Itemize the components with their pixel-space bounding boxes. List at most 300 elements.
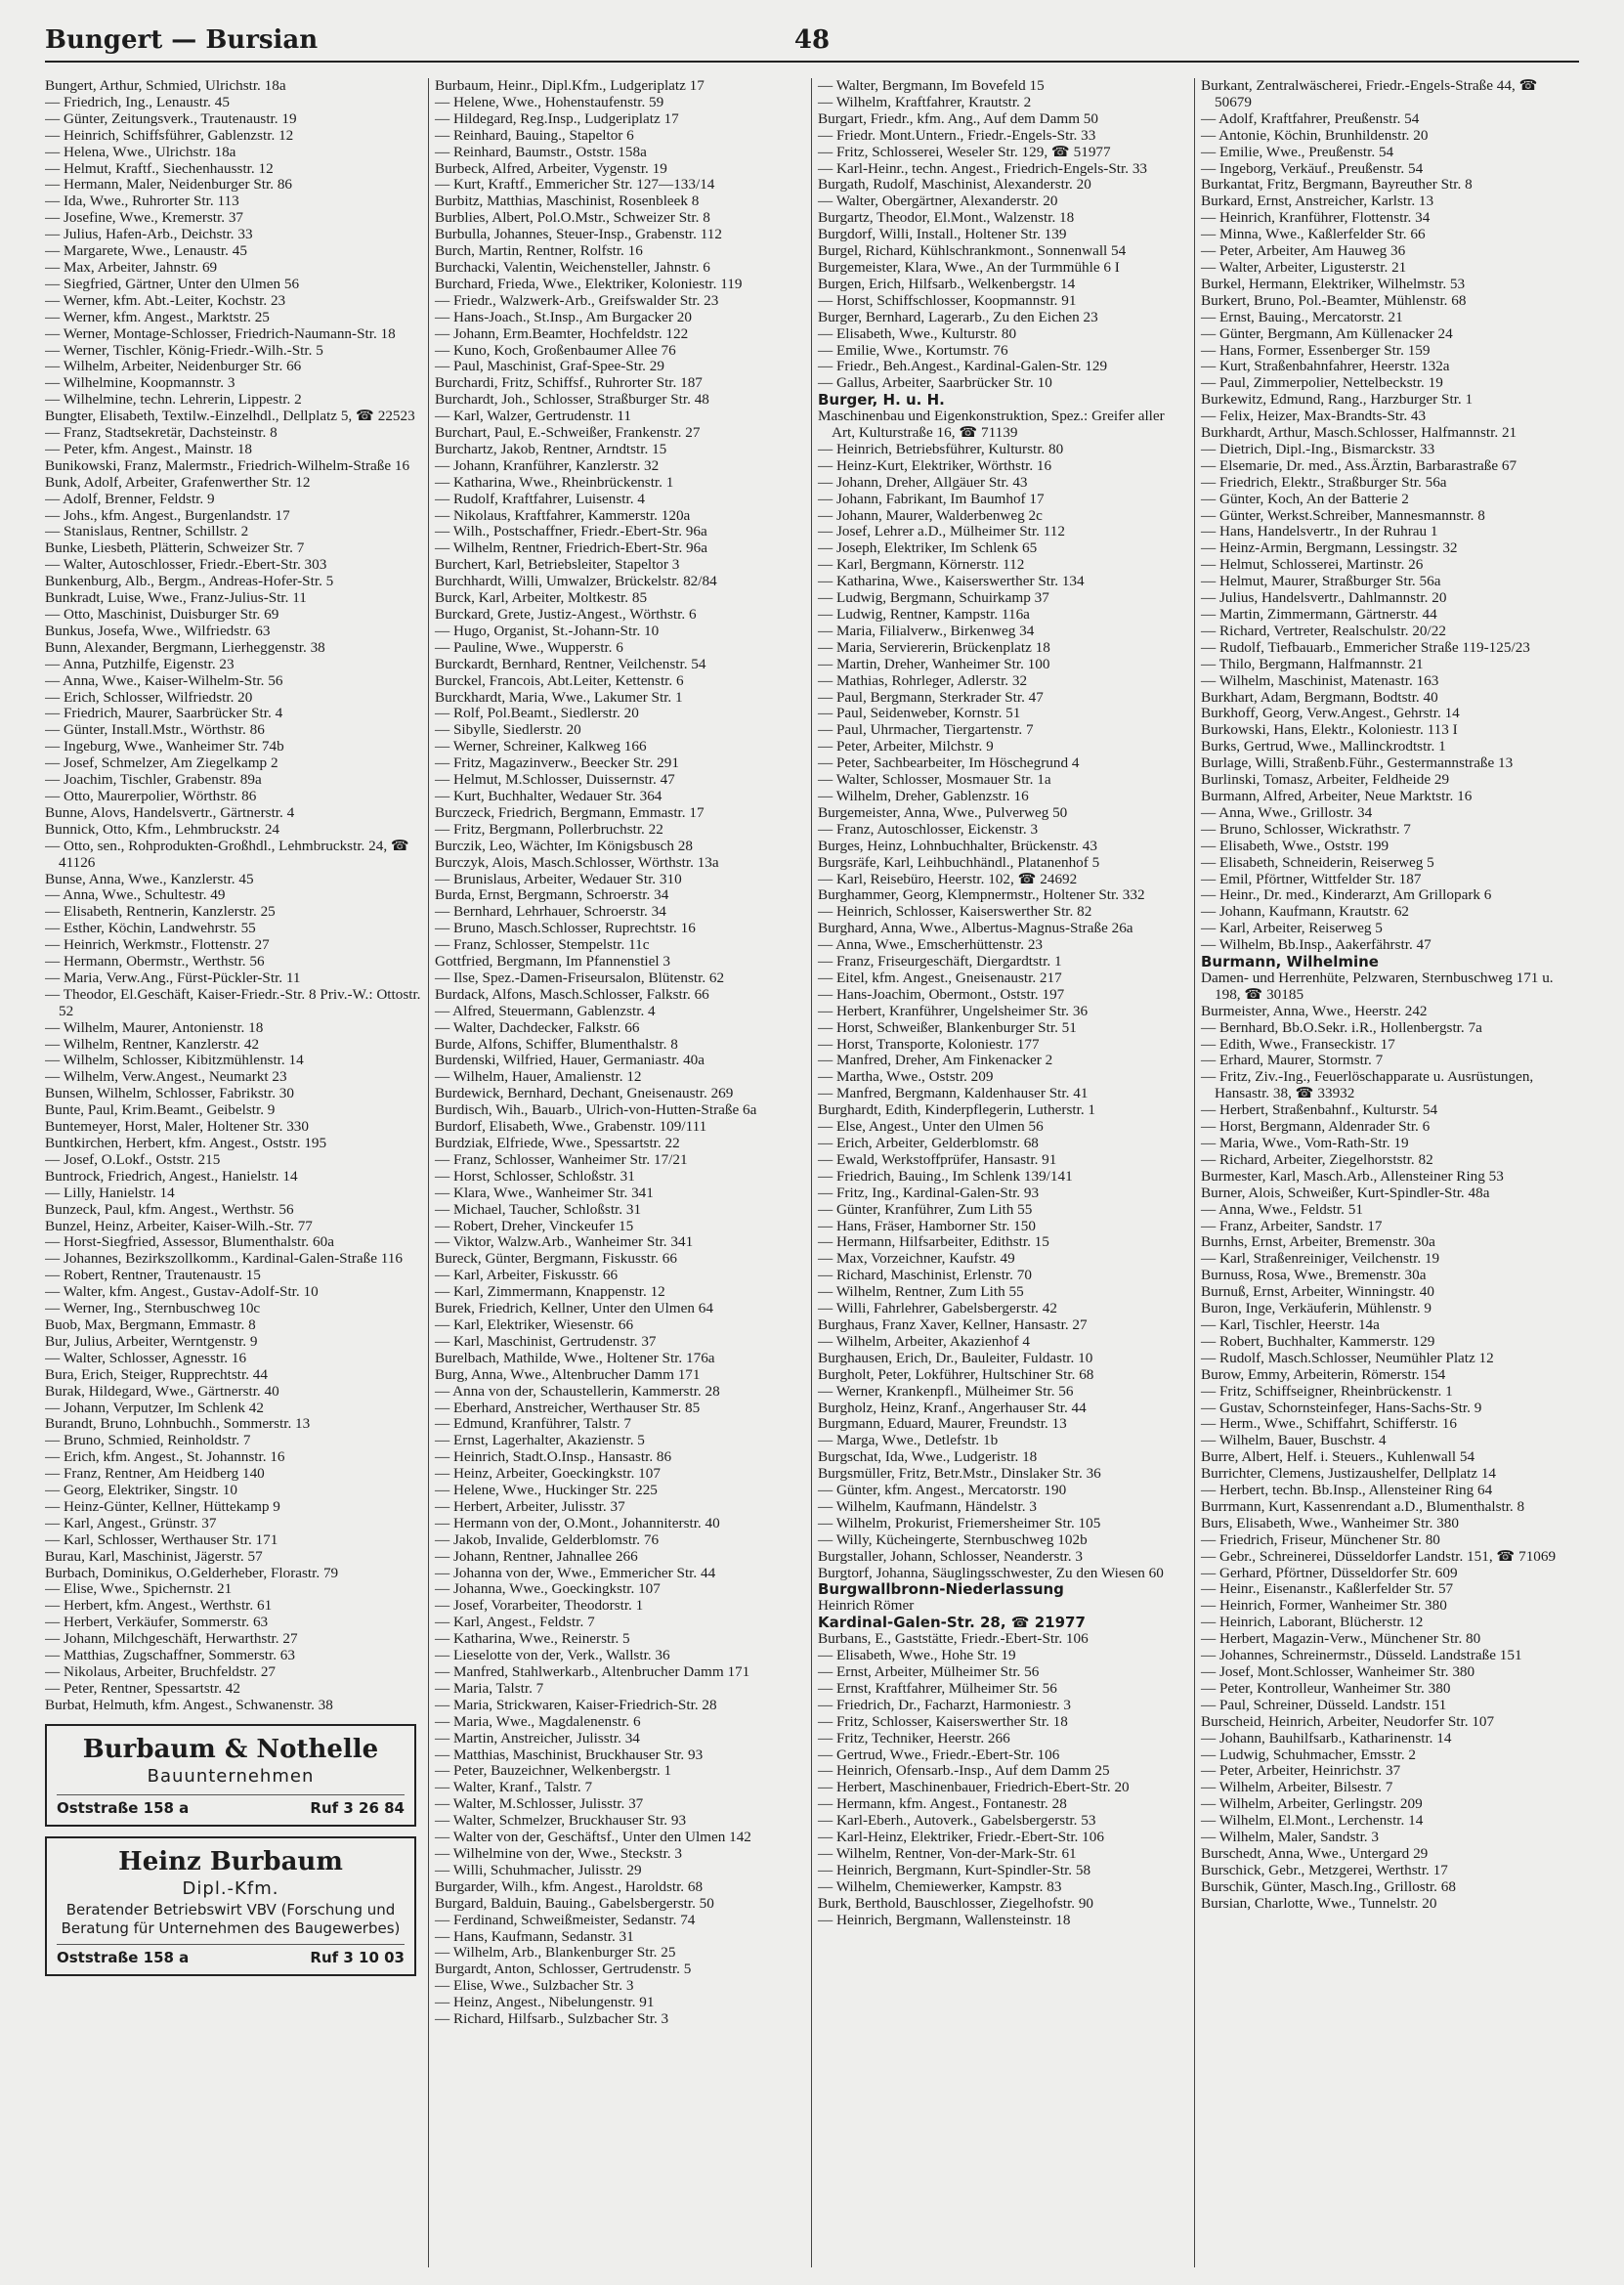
directory-entry: — Fritz, Ing., Kardinal-Galen-Str. 93	[818, 1184, 1040, 1201]
directory-entry: — Jakob, Invalide, Gelderblomstr. 76	[435, 1531, 660, 1548]
directory-entry: — Wilhelm, Rentner, Kanzlerstr. 42	[45, 1035, 260, 1053]
directory-entry: — Richard, Vertreter, Realschulstr. 20/22	[1201, 622, 1446, 639]
directory-entry: — Edith, Wwe., Franseckistr. 17	[1201, 1035, 1395, 1053]
directory-entry: — Hermann, Hilfsarbeiter, Edithstr. 15	[818, 1233, 1049, 1251]
directory-entry: Burelbach, Mathilde, Wwe., Holtener Str. 176a	[435, 1349, 715, 1366]
directory-entry: — Heinrich, Kranführer, Flottenstr. 34	[1201, 209, 1431, 227]
directory-entry: Bunnick, Otto, Kfm., Lehmbruckstr. 24	[45, 820, 280, 838]
directory-entry: — Wilhelm, Arbeiter, Bilsestr. 7	[1201, 1779, 1393, 1796]
directory-entry: — Else, Angest., Unter den Ulmen 56	[818, 1118, 1044, 1136]
directory-entry: — Edmund, Kranführer, Talstr. 7	[435, 1415, 631, 1433]
directory-entry: — Julius, Handelsvertr., Dahlmannstr. 20	[1201, 589, 1447, 607]
advertisement-heinz-burbaum	[45, 1836, 416, 1976]
directory-entry: Burdisch, Wih., Bauarb., Ulrich-von-Hutten-Straße 6a	[435, 1101, 757, 1119]
directory-entry: Burczeck, Friedrich, Bergmann, Emmastr. 17	[435, 803, 705, 821]
directory-entry: — Paul, Zimmerpolier, Nettelbeckstr. 19	[1201, 374, 1443, 392]
directory-entry: Burghardt, Edith, Kinderpflegerin, Lutherstr. 1	[818, 1101, 1096, 1119]
directory-entry: — Johann, Erm.Beamter, Hochfeldstr. 122	[435, 324, 689, 342]
directory-column-4	[1194, 78, 1577, 2267]
directory-entry: Burger, H. u. H.	[818, 391, 945, 410]
directory-entry: — Adolf, Brenner, Feldstr. 9	[45, 490, 215, 507]
directory-entry: — Heinrich, Bergmann, Wallensteinstr. 18	[818, 1911, 1071, 1928]
directory-entry: — Josef, O.Lokf., Oststr. 215	[45, 1150, 221, 1168]
directory-entry: Burchert, Karl, Betriebsleiter, Stapeltor 3	[435, 556, 680, 574]
directory-entry: Burghammer, Georg, Klempnermstr., Holtener Str. 332	[818, 886, 1145, 904]
directory-entry: — Karl, Reisebüro, Heerstr. 102, ☎ 24692	[818, 870, 1078, 887]
directory-entry: Burbulla, Johannes, Steuer-Insp., Grabenstr. 112	[435, 226, 722, 243]
directory-entry: — Heinrich, Laborant, Blücherstr. 12	[1201, 1614, 1424, 1631]
directory-entry: — Hugo, Organist, St.-Johann-Str. 10	[435, 622, 660, 639]
directory-entry: Burkant, Zentralwäscherei, Friedr.-Engels-Straße 44, ☎ 50679	[1201, 78, 1538, 110]
directory-entry: — Maria, Wwe., Vom-Rath-Str. 19	[1201, 1135, 1409, 1151]
directory-entry: Burger, Bernhard, Lagerarb., Zu den Eichen 23	[818, 308, 1098, 325]
directory-entry: — Richard, Hilfsarb., Sulzbacher Str. 3	[435, 2010, 669, 2028]
directory-entry: — Brunislaus, Arbeiter, Wedauer Str. 310	[435, 870, 682, 887]
ad-title: Heinz Burbaum	[118, 1846, 343, 1876]
directory-entry: — Friedr., Beh.Angest., Kardinal-Galen-Str. 129	[818, 358, 1108, 375]
directory-entry: — Paul, Seidenweber, Kornstr. 51	[818, 705, 1021, 722]
directory-entry: — Hans, Kaufmann, Sedanstr. 31	[435, 1927, 634, 1945]
directory-entry: — Katharina, Wwe., Rheinbrückenstr. 1	[435, 473, 674, 491]
directory-entry: Buron, Inge, Verkäuferin, Mühlenstr. 9	[1201, 1300, 1432, 1317]
directory-entry: — Minna, Wwe., Kaßlerfelder Str. 66	[1201, 226, 1426, 243]
directory-entry: Bursian, Charlotte, Wwe., Tunnelstr. 20	[1201, 1894, 1437, 1912]
directory-entry: — Wilhelm, Prokurist, Friemersheimer Str. 105	[818, 1514, 1101, 1531]
directory-entry: Burgdorf, Willi, Install., Holtener Str. 139	[818, 226, 1067, 243]
directory-entry: — Gallus, Arbeiter, Saarbrücker Str. 10	[818, 374, 1052, 392]
directory-entry: — Anna von der, Schaustellerin, Kammerstr. 28	[435, 1382, 720, 1400]
directory-entry: — Wilhelm, Rentner, Zum Lith 55	[818, 1283, 1024, 1301]
directory-entry: — Horst-Siegfried, Assessor, Blumenthalstr. 60a	[45, 1233, 334, 1251]
directory-entry: — Robert, Rentner, Trautenaustr. 15	[45, 1267, 261, 1284]
directory-entry: — Emil, Pförtner, Wittfelder Str. 187	[1201, 870, 1422, 887]
directory-entry: Burkel, Hermann, Elektriker, Wilhelmstr. 53	[1201, 275, 1466, 292]
directory-entry: Burow, Emmy, Arbeiterin, Römerstr. 154	[1201, 1365, 1446, 1383]
directory-entry: — Karl, Maschinist, Gertrudenstr. 37	[435, 1332, 657, 1350]
directory-entry: Burckardt, Bernhard, Rentner, Veilchenstr. 54	[435, 655, 706, 672]
directory-entry: — Maria, Serviererin, Brückenplatz 18	[818, 638, 1050, 656]
directory-entry: Burandt, Bruno, Lohnbuchh., Sommerstr. 13	[45, 1415, 311, 1433]
directory-entry: Burgmann, Eduard, Maurer, Freundstr. 13	[818, 1415, 1067, 1433]
directory-entry: Burbitz, Matthias, Maschinist, Rosenbleek 8	[435, 193, 700, 210]
directory-entry: Bungert, Arthur, Schmied, Ulrichstr. 18a	[45, 78, 286, 94]
directory-entry: — Peter, Arbeiter, Am Hauweg 36	[1201, 242, 1406, 260]
directory-entry: — Franz, Stadtsekretär, Dachsteinstr. 8	[45, 424, 278, 442]
directory-entry: — Emilie, Wwe., Kortumstr. 76	[818, 341, 1008, 359]
directory-entry: — Eitel, kfm. Angest., Gneisenaustr. 217	[818, 969, 1062, 986]
directory-entry: Burgsräfe, Karl, Leihbuchhändl., Platanenhof 5	[818, 853, 1100, 871]
directory-entry: Gottfried, Bergmann, Im Pfannenstiel 3	[435, 953, 670, 970]
directory-entry: — Heinz-Kurt, Elektriker, Wörthstr. 16	[818, 456, 1052, 474]
directory-entry: Burgemeister, Anna, Wwe., Pulverweg 50	[818, 803, 1068, 821]
ad-subtitle: Dipl.-Kfm.	[182, 1877, 279, 1899]
directory-entry: — Franz, Arbeiter, Sandstr. 17	[1201, 1217, 1383, 1234]
directory-entry: — Anna, Wwe., Grillostr. 34	[1201, 803, 1373, 821]
directory-entry: — Fritz, Schlosserei, Weseler Str. 129, ☎ 51977	[818, 143, 1111, 160]
directory-entry: — Anna, Putzhilfe, Eigenstr. 23	[45, 655, 235, 672]
directory-entry: — Wilhelm, Rentner, Friedrich-Ebert-Str. 96a	[435, 539, 707, 557]
directory-entry: — Manfred, Bergmann, Kaldenhauser Str. 41	[818, 1085, 1089, 1102]
directory-entry: Bunkenburg, Alb., Bergm., Andreas-Hofer-Str. 5	[45, 573, 334, 590]
directory-entry: — Herbert, Magazin-Verw., Münchener Str. 80	[1201, 1630, 1481, 1648]
directory-entry: — Horst, Schlosser, Schloßstr. 31	[435, 1167, 635, 1185]
directory-entry: Bunsen, Wilhelm, Schlosser, Fabrikstr. 30	[45, 1085, 294, 1102]
directory-entry: Burchartz, Jakob, Rentner, Arndtstr. 15	[435, 440, 667, 457]
directory-entry: Burgard, Balduin, Bauing., Gabelsbergerstr. 50	[435, 1894, 714, 1912]
directory-entry: — Walter, Schlosser, Agnesstr. 16	[45, 1349, 247, 1366]
directory-entry: — Herbert, Verkäufer, Sommerstr. 63	[45, 1614, 269, 1631]
directory-entry: — Karl, Straßenreiniger, Veilchenstr. 19	[1201, 1250, 1440, 1268]
directory-entry: — Walter, Obergärtner, Alexanderstr. 20	[818, 193, 1058, 210]
directory-entry: — Wilhelmine, techn. Lehrerin, Lippestr. 2	[45, 391, 302, 409]
directory-entry: — Herbert, Maschinenbauer, Friedrich-Ebert-Str. 20	[818, 1779, 1130, 1796]
directory-entry: — Horst, Schiffschlosser, Koopmannstr. 91	[818, 291, 1077, 309]
directory-entry: — Max, Vorzeichner, Kaufstr. 49	[818, 1250, 1015, 1268]
directory-entry: — Erich, Arbeiter, Gelderblomstr. 68	[818, 1135, 1039, 1151]
directory-entry: — Ingeborg, Verkäuf., Preußenstr. 54	[1201, 159, 1424, 177]
directory-entry: Bunse, Anna, Wwe., Kanzlerstr. 45	[45, 870, 254, 887]
directory-entry: Burbach, Dominikus, O.Gelderheber, Florastr. 79	[45, 1564, 339, 1581]
directory-entry: — Manfred, Stahlwerkarb., Altenbrucher Damm 171	[435, 1663, 750, 1680]
directory-entry: — Hermann, kfm. Angest., Fontanestr. 28	[818, 1795, 1067, 1813]
directory-entry: Burchacki, Valentin, Weichensteller, Jahnstr. 6	[435, 258, 710, 276]
directory-entry: Burs, Elisabeth, Wwe., Wanheimer Str. 380	[1201, 1514, 1459, 1531]
directory-column-1	[45, 78, 428, 2267]
directory-entry: — Walter, Dachdecker, Falkstr. 66	[435, 1018, 640, 1036]
directory-entry: — Ludwig, Rentner, Kampstr. 116a	[818, 606, 1030, 623]
directory-entry: — Wilhelm, Hauer, Amalienstr. 12	[435, 1068, 642, 1086]
directory-entry: Burgemeister, Klara, Wwe., An der Turmmühle 6 I	[818, 258, 1120, 276]
directory-entry: — Walter, M.Schlosser, Julisstr. 37	[435, 1795, 644, 1813]
directory-entry: — Karl, Schlosser, Werthauser Str. 171	[45, 1531, 278, 1548]
directory-entry: — Bernhard, Bb.O.Sekr. i.R., Hollenbergstr. 7a	[1201, 1018, 1482, 1036]
directory-entry: Burde, Alfons, Schiffer, Blumenthalstr. 8	[435, 1035, 678, 1053]
directory-entry: — Erich, Schlosser, Wilfriedstr. 20	[45, 688, 253, 706]
directory-entry: Bunne, Alovs, Handelsvertr., Gärtnerstr. 4	[45, 803, 295, 821]
directory-entry: — Hans, Handelsvertr., In der Ruhrau 1	[1201, 523, 1438, 540]
directory-entry: — Johanna von der, Wwe., Emmericher Str. 44	[435, 1564, 716, 1581]
directory-entry: — Friedrich, Elektr., Straßburger Str. 56a	[1201, 473, 1447, 491]
directory-entry: — Hildegard, Reg.Insp., Ludgeriplatz 17	[435, 109, 679, 127]
directory-entry: Burdack, Alfons, Masch.Schlosser, Falkstr. 66	[435, 985, 709, 1003]
directory-entry: Burk, Berthold, Bauschlosser, Ziegelhofstr. 90	[818, 1894, 1094, 1912]
directory-entry: — Karl, Angest., Feldstr. 7	[435, 1614, 595, 1631]
directory-entry: Bungter, Elisabeth, Textilw.-Einzelhdl., Dellplatz 5, ☎ 22523	[45, 408, 415, 425]
directory-entry: Burges, Heinz, Lohnbuchhalter, Brückenstr. 43	[818, 837, 1097, 854]
directory-entry: — Herbert, Kranführer, Ungelsheimer Str. 36	[818, 1002, 1089, 1019]
directory-entry: — Maria, Filialverw., Birkenweg 34	[818, 622, 1035, 639]
directory-entry: Burlage, Willi, Straßenb.Führ., Gestermannstraße 13	[1201, 754, 1514, 772]
directory-entry: — Willi, Fahrlehrer, Gabelsbergerstr. 42	[818, 1300, 1057, 1317]
directory-entry: — Gertrud, Wwe., Friedr.-Ebert-Str. 106	[818, 1746, 1060, 1763]
directory-entry: — Theodor, El.Geschäft, Kaiser-Friedr.-Str. 8 Priv.-W.: Ottostr. 52	[45, 985, 421, 1019]
directory-entry: — Wilhelm, Bauer, Buschstr. 4	[1201, 1432, 1387, 1449]
directory-entry: — Heinr., Eisenanstr., Kaßlerfelder Str. 57	[1201, 1580, 1454, 1598]
directory-entry: — Kurt, Buchhalter, Wedauer Str. 364	[435, 787, 662, 804]
directory-entry: — Johann, Dreher, Allgäuer Str. 43	[818, 473, 1028, 491]
directory-entry: — Ludwig, Schuhmacher, Emsstr. 2	[1201, 1746, 1417, 1763]
entry-list	[1201, 78, 1571, 1913]
directory-entry: — Paul, Maschinist, Graf-Spee-Str. 29	[435, 358, 664, 375]
directory-entry: Bunk, Adolf, Arbeiter, Grafenwerther Str. 12	[45, 473, 311, 491]
directory-entry: Burscheid, Heinrich, Arbeiter, Neudorfer Str. 107	[1201, 1712, 1495, 1730]
directory-entry: Bur, Julius, Arbeiter, Werntgenstr. 9	[45, 1332, 258, 1350]
directory-entry: — Werner, Montage-Schlosser, Friedrich-Naumann-Str. 18	[45, 324, 396, 342]
directory-entry: — Friedrich, Maurer, Saarbrücker Str. 4	[45, 705, 283, 722]
directory-entry: — Fritz, Bergmann, Pollerbruchstr. 22	[435, 820, 663, 838]
directory-entry: — Klara, Wwe., Wanheimer Str. 341	[435, 1184, 654, 1201]
directory-entry: Burnuss, Rosa, Wwe., Bremenstr. 30a	[1201, 1267, 1427, 1284]
directory-entry: Burdenski, Wilfried, Hauer, Germaniastr. 40a	[435, 1052, 705, 1069]
directory-entry: — Rudolf, Tiefbauarb., Emmericher Straße 119-125/23	[1201, 638, 1530, 656]
directory-entry: Burek, Friedrich, Kellner, Unter den Ulmen 64	[435, 1300, 713, 1317]
directory-entry: — Kurt, Kraftf., Emmericher Str. 127—133/14	[435, 176, 715, 194]
directory-entry: — Heinrich, Schiffsführer, Gablenzstr. 12	[45, 126, 294, 144]
directory-entry: — Günter, Koch, An der Batterie 2	[1201, 490, 1409, 507]
directory-entry: — Maria, Talstr. 7	[435, 1679, 544, 1697]
directory-entry: — Reinhard, Bauing., Stapeltor 6	[435, 126, 634, 144]
directory-entry: — Werner, kfm. Angest., Marktstr. 25	[45, 308, 270, 325]
directory-entry: Burks, Gertrud, Wwe., Mallinckrodtstr. 1	[1201, 738, 1446, 755]
directory-entry: — Peter, kfm. Angest., Mainstr. 18	[45, 440, 253, 457]
directory-entry: — Richard, Maschinist, Erlenstr. 70	[818, 1267, 1032, 1284]
directory-entry: — Ingeburg, Wwe., Wanheimer Str. 74b	[45, 738, 284, 755]
directory-entry: — Adolf, Kraftfahrer, Preußenstr. 54	[1201, 109, 1420, 127]
directory-entry: — Wilhelm, Arbeiter, Neidenburger Str. 66	[45, 358, 302, 375]
directory-entry: Buntemeyer, Horst, Maler, Holtener Str. 330	[45, 1118, 309, 1136]
directory-entry: Burg, Anna, Wwe., Altenbrucher Damm 171	[435, 1365, 701, 1383]
directory-entry: Burgath, Rudolf, Maschinist, Alexanderstr. 20	[818, 176, 1091, 194]
directory-entry: — Martin, Zimmermann, Gärtnerstr. 44	[1201, 606, 1437, 623]
directory-entry: Bunikowski, Franz, Malermstr., Friedrich-Wilhelm-Straße 16	[45, 456, 410, 474]
directory-entry: Burlinski, Tomasz, Arbeiter, Feldheide 29	[1201, 771, 1450, 789]
directory-entry: — Peter, Sachbearbeiter, Im Höschegrund 4	[818, 754, 1080, 772]
directory-entry: — Wilhelm, Maler, Sandstr. 3	[1201, 1829, 1379, 1846]
directory-entry: — Franz, Friseurgeschäft, Diergardtstr. 1	[818, 953, 1062, 970]
directory-entry: — Willy, Kücheingerte, Sternbuschweg 102b	[818, 1531, 1088, 1548]
directory-entry: — Gebr., Schreinerei, Düsseldorfer Landstr. 151, ☎ 71069	[1201, 1547, 1557, 1565]
directory-entry: — Ludwig, Bergmann, Schuirkamp 37	[818, 589, 1049, 607]
directory-entry: — Günter, kfm. Angest., Mercatorstr. 190	[818, 1482, 1067, 1499]
directory-entry: — Wilhelm, Schlosser, Kibitzmühlenstr. 14	[45, 1052, 304, 1069]
ad-phone: Ruf 3 10 03	[310, 1948, 405, 1966]
directory-entry: — Kuno, Koch, Großenbaumer Allee 76	[435, 341, 676, 359]
directory-entry: Burgartz, Theodor, El.Mont., Walzenstr. 18	[818, 209, 1075, 227]
directory-entry: — Günter, Kranführer, Zum Lith 55	[818, 1200, 1033, 1218]
directory-entry: — Johann, Verputzer, Im Schlenk 42	[45, 1399, 264, 1416]
directory-entry: — Wilhelmine, Koopmannstr. 3	[45, 374, 235, 392]
directory-entry: Burgholz, Heinz, Kranf., Angerhauser Str. 44	[818, 1399, 1087, 1416]
directory-entry: — Elisabeth, Schneiderin, Reiserweg 5	[1201, 853, 1434, 871]
directory-entry: — Elise, Wwe., Sulzbacher Str. 3	[435, 1977, 634, 1995]
directory-entry: — Fritz, Ziv.-Ing., Feuerlöschapparate u. Ausrüstungen, Hansastr. 38, ☎ 33932	[1201, 1068, 1534, 1102]
directory-entry: — Karl, Walzer, Gertrudenstr. 11	[435, 408, 632, 425]
directory-entry: Burch, Martin, Rentner, Rolfstr. 16	[435, 242, 643, 260]
directory-entry: Bunkradt, Luise, Wwe., Franz-Julius-Str. 11	[45, 589, 307, 607]
directory-entry: — Reinhard, Baumstr., Oststr. 158a	[435, 143, 647, 160]
directory-entry: — Elisabeth, Wwe., Hohe Str. 19	[818, 1647, 1016, 1664]
directory-entry: — Franz, Schlosser, Wanheimer Str. 17/21	[435, 1150, 688, 1168]
directory-entry: — Helene, Wwe., Huckinger Str. 225	[435, 1482, 658, 1499]
directory-entry: — Heinrich, Schlosser, Kaiserswerther Str. 82	[818, 903, 1092, 921]
directory-entry: Bureck, Günter, Bergmann, Fiskusstr. 66	[435, 1250, 677, 1268]
directory-entry: — Stanislaus, Rentner, Schillstr. 2	[45, 523, 249, 540]
directory-entry: Burckel, Francois, Abt.Leiter, Kettenstr. 6	[435, 671, 684, 689]
directory-entry: — Helmut, Maurer, Straßburger Str. 56a	[1201, 573, 1441, 590]
directory-column-2	[428, 78, 811, 2267]
directory-column-3	[811, 78, 1194, 2267]
directory-entry: — Manfred, Dreher, Am Finkenacker 2	[818, 1052, 1053, 1069]
directory-entry: Burckard, Grete, Justiz-Angest., Wörthstr. 6	[435, 606, 697, 623]
directory-entry: Burgardt, Anton, Schlosser, Gertrudenstr. 5	[435, 1961, 692, 1978]
directory-entry: Burkert, Bruno, Pol.-Beamter, Mühlenstr. 68	[1201, 291, 1467, 309]
directory-entry: — Peter, Kontrolleur, Wanheimer Str. 380	[1201, 1679, 1451, 1697]
ad-subtitle: Bauunternehmen	[147, 1765, 315, 1787]
directory-entry: — Karl, Zimmermann, Knappenstr. 12	[435, 1283, 665, 1301]
directory-entry: — Friedr., Walzwerk-Arb., Greifswalder Str. 23	[435, 291, 719, 309]
directory-entry: — Paul, Schreiner, Düsseld. Landstr. 151	[1201, 1696, 1447, 1713]
directory-entry: Burmeister, Anna, Wwe., Heerstr. 242	[1201, 1002, 1428, 1019]
directory-entry: — Helena, Wwe., Ulrichstr. 18a	[45, 143, 236, 160]
directory-entry: — Erich, kfm. Angest., St. Johannstr. 16	[45, 1448, 285, 1466]
directory-entry: — Otto, Maurerpolier, Wörthstr. 86	[45, 787, 257, 804]
directory-entry: Burghaus, Franz Xaver, Kellner, Hansastr. 27	[818, 1315, 1088, 1333]
directory-entry: Burnhs, Ernst, Arbeiter, Bremenstr. 30a	[1201, 1233, 1435, 1251]
directory-entry: — Paul, Bergmann, Sterkrader Str. 47	[818, 688, 1044, 706]
directory-entry: Burghausen, Erich, Dr., Bauleiter, Fuldastr. 10	[818, 1349, 1093, 1366]
directory-entry: — Hermann, Obermstr., Werthstr. 56	[45, 953, 265, 970]
directory-entry: Burak, Hildegard, Wwe., Gärtnerstr. 40	[45, 1382, 279, 1400]
ad-contact	[57, 1794, 405, 1817]
page-number: 48	[793, 25, 831, 55]
directory-entry: — Ewald, Werkstoffprüfer, Hansastr. 91	[818, 1150, 1057, 1168]
directory-entry: — Hermann von der, O.Mont., Johanniterstr. 40	[435, 1514, 720, 1531]
directory-entry: — Walter, Autoschlosser, Friedr.-Ebert-Str. 303	[45, 556, 327, 574]
directory-entry: Burdorf, Elisabeth, Wwe., Grabenstr. 109/111	[435, 1118, 707, 1136]
directory-entry: Burau, Karl, Maschinist, Jägerstr. 57	[45, 1547, 263, 1565]
directory-entry: — Robert, Buchhalter, Kammerstr. 129	[1201, 1332, 1435, 1350]
directory-entry: — Heinr., Dr. med., Kinderarzt, Am Grillopark 6	[1201, 886, 1492, 904]
header-name-range: Bungert — Bursian	[45, 25, 319, 55]
directory-entry: Burkhart, Adam, Bergmann, Bodtstr. 40	[1201, 688, 1438, 706]
directory-entry: Burdziak, Elfriede, Wwe., Spessartstr. 22	[435, 1135, 680, 1151]
directory-entry: — Karl-Heinr., techn. Angest., Friedrich-Engels-Str. 33	[818, 159, 1148, 177]
directory-entry: Bura, Erich, Steiger, Rupprechtstr. 44	[45, 1365, 268, 1383]
directory-entry: Burmann, Wilhelmine	[1201, 953, 1379, 971]
directory-entry: — Walter, kfm. Angest., Gustav-Adolf-Str. 10	[45, 1283, 319, 1301]
directory-entry: — Werner, Ing., Sternbuschweg 10c	[45, 1300, 261, 1317]
directory-entry: — Johannes, Schreinermstr., Düsseld. Landstraße 151	[1201, 1647, 1522, 1664]
directory-entry: — Josef, Schmelzer, Am Ziegelkamp 2	[45, 754, 278, 772]
directory-entry: — Gerhard, Pförtner, Düsseldorfer Str. 609	[1201, 1564, 1458, 1581]
directory-entry: — Wilhelm, Kaufmann, Händelstr. 3	[818, 1497, 1037, 1515]
advertisement-burbaum-nothelle	[45, 1724, 416, 1827]
directory-entry: Burchardt, Joh., Schlosser, Straßburger Str. 48	[435, 391, 709, 409]
directory-entry: — Anna, Wwe., Schultestr. 49	[45, 886, 226, 904]
directory-entry: — Maria, Wwe., Magdalenenstr. 6	[435, 1712, 641, 1730]
directory-entry: — Friedrich, Ing., Lenaustr. 45	[45, 93, 230, 110]
directory-entry: — Wilhelm, Dreher, Gablenzstr. 16	[818, 787, 1029, 804]
directory-entry: — Wilhelm, Maschinist, Matenastr. 163	[1201, 671, 1439, 689]
directory-entry: — Werner, Tischler, König-Friedr.-Wilh.-Str. 5	[45, 341, 323, 359]
directory-entry: Burgen, Erich, Hilfsarb., Welkenbergstr. 14	[818, 275, 1076, 292]
directory-entry: — Hans-Joachim, Obermont., Oststr. 197	[818, 985, 1065, 1003]
directory-entry: — Helene, Wwe., Hohenstaufenstr. 59	[435, 93, 664, 110]
directory-entry: — Margarete, Wwe., Lenaustr. 45	[45, 242, 247, 260]
directory-entry: — Paul, Uhrmacher, Tiergartenstr. 7	[818, 721, 1034, 739]
directory-entry: — Joachim, Tischler, Grabenstr. 89a	[45, 771, 262, 789]
ad-contact	[57, 1944, 405, 1966]
directory-entry: — Werner, Schreiner, Kalkweg 166	[435, 738, 647, 755]
directory-entry: — Ilse, Spez.-Damen-Friseursalon, Blütenstr. 62	[435, 969, 725, 986]
directory-entry: Burbat, Helmuth, kfm. Angest., Schwanenstr. 38	[45, 1696, 333, 1713]
directory-entry: Burchardi, Fritz, Schiffsf., Ruhrorter Str. 187	[435, 374, 703, 392]
directory-entry: — Johann, Maurer, Walderbenweg 2c	[818, 506, 1043, 524]
directory-entry: — Ernst, Arbeiter, Mülheimer Str. 56	[818, 1663, 1040, 1680]
directory-entry: — Esther, Köchin, Landwehrstr. 55	[45, 920, 256, 937]
directory-entry: — Nikolaus, Kraftfahrer, Kammerstr. 120a	[435, 506, 691, 524]
directory-entry: Burnuß, Ernst, Arbeiter, Winningstr. 40	[1201, 1283, 1434, 1301]
directory-entry: — Ernst, Lagerhalter, Akazienstr. 5	[435, 1432, 645, 1449]
directory-entry: Kardinal-Galen-Str. 28, ☎ 21977	[818, 1614, 1086, 1632]
directory-entry: — Josef, Mont.Schlosser, Wanheimer Str. 380	[1201, 1663, 1475, 1680]
directory-entry: — Karl, Bergmann, Körnerstr. 112	[818, 556, 1025, 574]
directory-entry: — Elise, Wwe., Spichernstr. 21	[45, 1580, 233, 1598]
directory-entry: — Johann, Kaufmann, Krautstr. 62	[1201, 903, 1410, 921]
directory-entry: — Wilhelm, Arb., Blankenburger Str. 25	[435, 1944, 676, 1962]
directory-entry: — Johann, Rentner, Jahnallee 266	[435, 1547, 638, 1565]
entry-list	[45, 78, 422, 1714]
directory-entry: — Friedrich, Bauing., Im Schlenk 139/141	[818, 1167, 1073, 1185]
directory-entry: — Friedr. Mont.Untern., Friedr.-Engels-Str. 33	[818, 126, 1096, 144]
directory-entry: — Horst, Bergmann, Aldenrader Str. 6	[1201, 1118, 1431, 1136]
directory-entry: — Walter, Arbeiter, Ligusterstr. 21	[1201, 258, 1407, 276]
directory-entry: — Helmut, Kraftf., Siechenhausstr. 12	[45, 159, 274, 177]
directory-entry: Burbaum, Heinr., Dipl.Kfm., Ludgeriplatz 17	[435, 78, 705, 94]
directory-entry: Burgsmüller, Fritz, Betr.Mstr., Dinslaker Str. 36	[818, 1465, 1101, 1483]
directory-entry: Burchart, Paul, E.-Schweißer, Frankenstr. 27	[435, 424, 701, 442]
directory-entry: Burgarder, Wilh., kfm. Angest., Haroldstr. 68	[435, 1877, 704, 1895]
directory-entry: — Matthias, Zugschaffner, Sommerstr. 63	[45, 1647, 295, 1664]
directory-entry: Damen- und Herrenhüte, Pelzwaren, Sternbuschweg 171 u. 198, ☎ 30185	[1201, 969, 1554, 1003]
directory-entry: — Willi, Schuhmacher, Julisstr. 29	[435, 1861, 642, 1878]
directory-entry: — Michael, Taucher, Schloßstr. 31	[435, 1200, 642, 1218]
directory-entry: Burrichter, Clemens, Justizaushelfer, Dellplatz 14	[1201, 1465, 1497, 1483]
directory-entry: — Heinrich, Former, Wanheimer Str. 380	[1201, 1597, 1447, 1615]
directory-entry: Burmann, Alfred, Arbeiter, Neue Marktstr. 16	[1201, 787, 1473, 804]
directory-entry: Burre, Albert, Helf. i. Steuers., Kuhlenwall 54	[1201, 1448, 1475, 1466]
directory-entry: — Walter, Bergmann, Im Bovefeld 15	[818, 78, 1045, 94]
directory-entry: — Wilh., Postschaffner, Friedr.-Ebert-Str. 96a	[435, 523, 707, 540]
directory-entry: — Wilhelm, Bb.Insp., Aakerfährstr. 47	[1201, 936, 1432, 954]
directory-entry: Burczik, Leo, Wächter, Im Königsbusch 28	[435, 837, 693, 854]
directory-entry: — Werner, Krankenpfl., Mülheimer Str. 56	[818, 1382, 1074, 1400]
directory-entry: — Lilly, Hanielstr. 14	[45, 1184, 175, 1201]
directory-entry: — Erhard, Maurer, Stormstr. 7	[1201, 1052, 1384, 1069]
directory-entry: — Thilo, Bergmann, Halfmannstr. 21	[1201, 655, 1424, 672]
directory-entry: — Matthias, Maschinist, Bruckhauser Str. 93	[435, 1746, 704, 1763]
directory-entry: — Fritz, Magazinverw., Beecker Str. 291	[435, 754, 679, 772]
directory-entry: — Julius, Hafen-Arb., Deichstr. 33	[45, 226, 253, 243]
ad-title: Burbaum & Nothelle	[82, 1734, 379, 1764]
directory-entry: Burkard, Ernst, Anstreicher, Karlstr. 13	[1201, 193, 1434, 210]
directory-entry: — Martha, Wwe., Oststr. 209	[818, 1068, 994, 1086]
directory-entry: — Horst, Schweißer, Blankenburger Str. 51	[818, 1018, 1077, 1036]
directory-entry: — Herbert, techn. Bb.Insp., Allensteiner Ring 64	[1201, 1482, 1493, 1499]
directory-entry: Burgstaller, Johann, Schlosser, Neanderstr. 3	[818, 1547, 1083, 1565]
directory-entry: — Friedrich, Dr., Facharzt, Harmoniestr. 3	[818, 1696, 1071, 1713]
directory-entry: — Heinrich, Werkmstr., Flottenstr. 27	[45, 936, 270, 954]
